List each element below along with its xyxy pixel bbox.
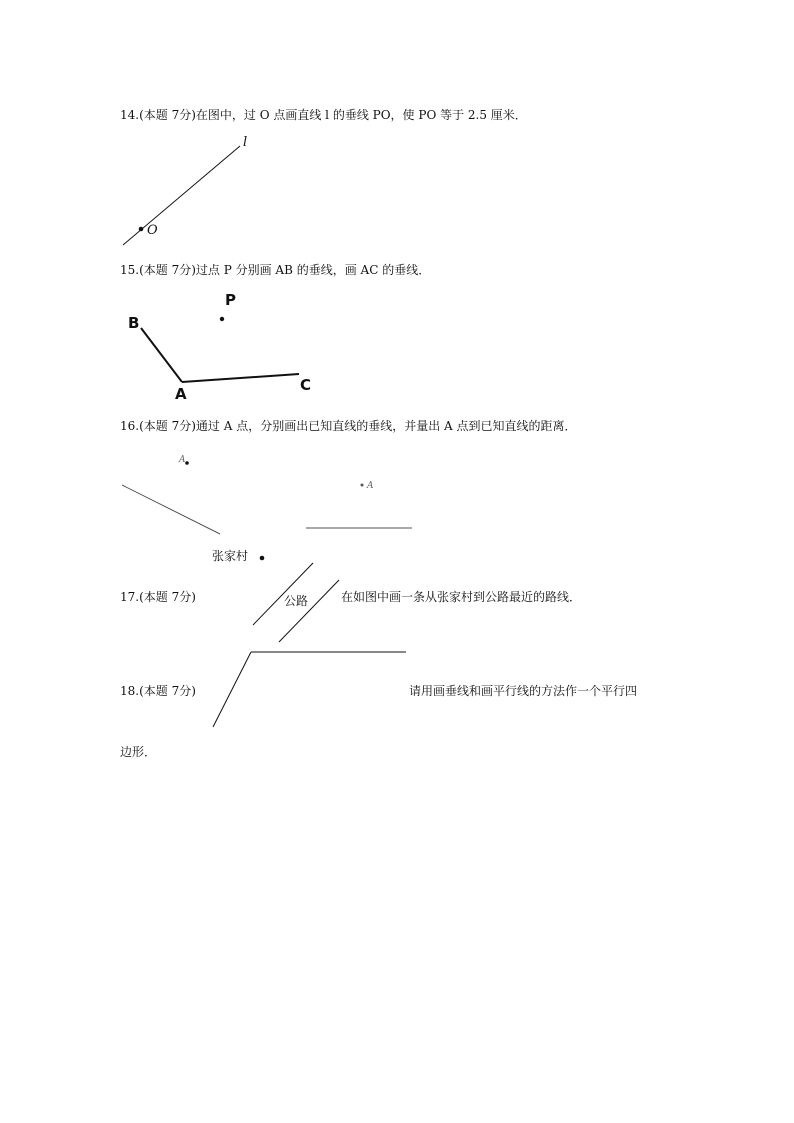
question-18-continuation: 边形．	[120, 745, 157, 759]
question-14-text: 14.(本题 7分)在图中，过 O 点画直线 l 的垂线 PO，使 PO 等于 2.5 厘米．	[120, 108, 527, 122]
figure-15	[128, 291, 311, 403]
figure-14	[123, 135, 247, 245]
label-c: C	[300, 376, 312, 394]
question-18-prefix: 18.(本题 7分)	[120, 684, 196, 698]
figure-18	[213, 652, 406, 727]
figure-17	[212, 548, 339, 642]
label-line-l: l	[243, 135, 248, 150]
angle-side-oblique	[213, 652, 251, 727]
label-point-o: O	[147, 223, 158, 238]
question-18-text: 请用画垂线和画平行线的方法作一个平行四	[409, 684, 638, 698]
label-road: 公路	[284, 594, 309, 608]
question-17-text: 在如图中画一条从张家村到公路最近的路线．	[341, 590, 582, 604]
figure-16	[122, 455, 412, 534]
point-village	[260, 556, 265, 561]
label-b: B	[128, 314, 140, 332]
label-p: P	[225, 291, 236, 309]
question-15-text: 15.(本题 7分)过点 P 分别画 AB 的垂线，画 AC 的垂线．	[120, 263, 431, 277]
segment-ab	[141, 328, 182, 382]
label-a-right: A	[367, 481, 374, 491]
point-o	[139, 227, 144, 232]
label-village: 张家村	[212, 549, 249, 563]
oblique-line	[122, 485, 220, 534]
label-a-left: A	[179, 455, 186, 465]
point-a-right	[361, 484, 364, 487]
question-16-text: 16.(本题 7分)通过 A 点，分别画出已知直线的垂线，并量出 A 点到已知直线的距离．	[120, 419, 577, 433]
question-17-prefix: 17.(本题 7分)	[120, 590, 196, 604]
point-a-left	[185, 461, 189, 465]
point-p	[220, 317, 224, 321]
segment-ac	[182, 374, 299, 382]
label-a: A	[175, 385, 187, 403]
